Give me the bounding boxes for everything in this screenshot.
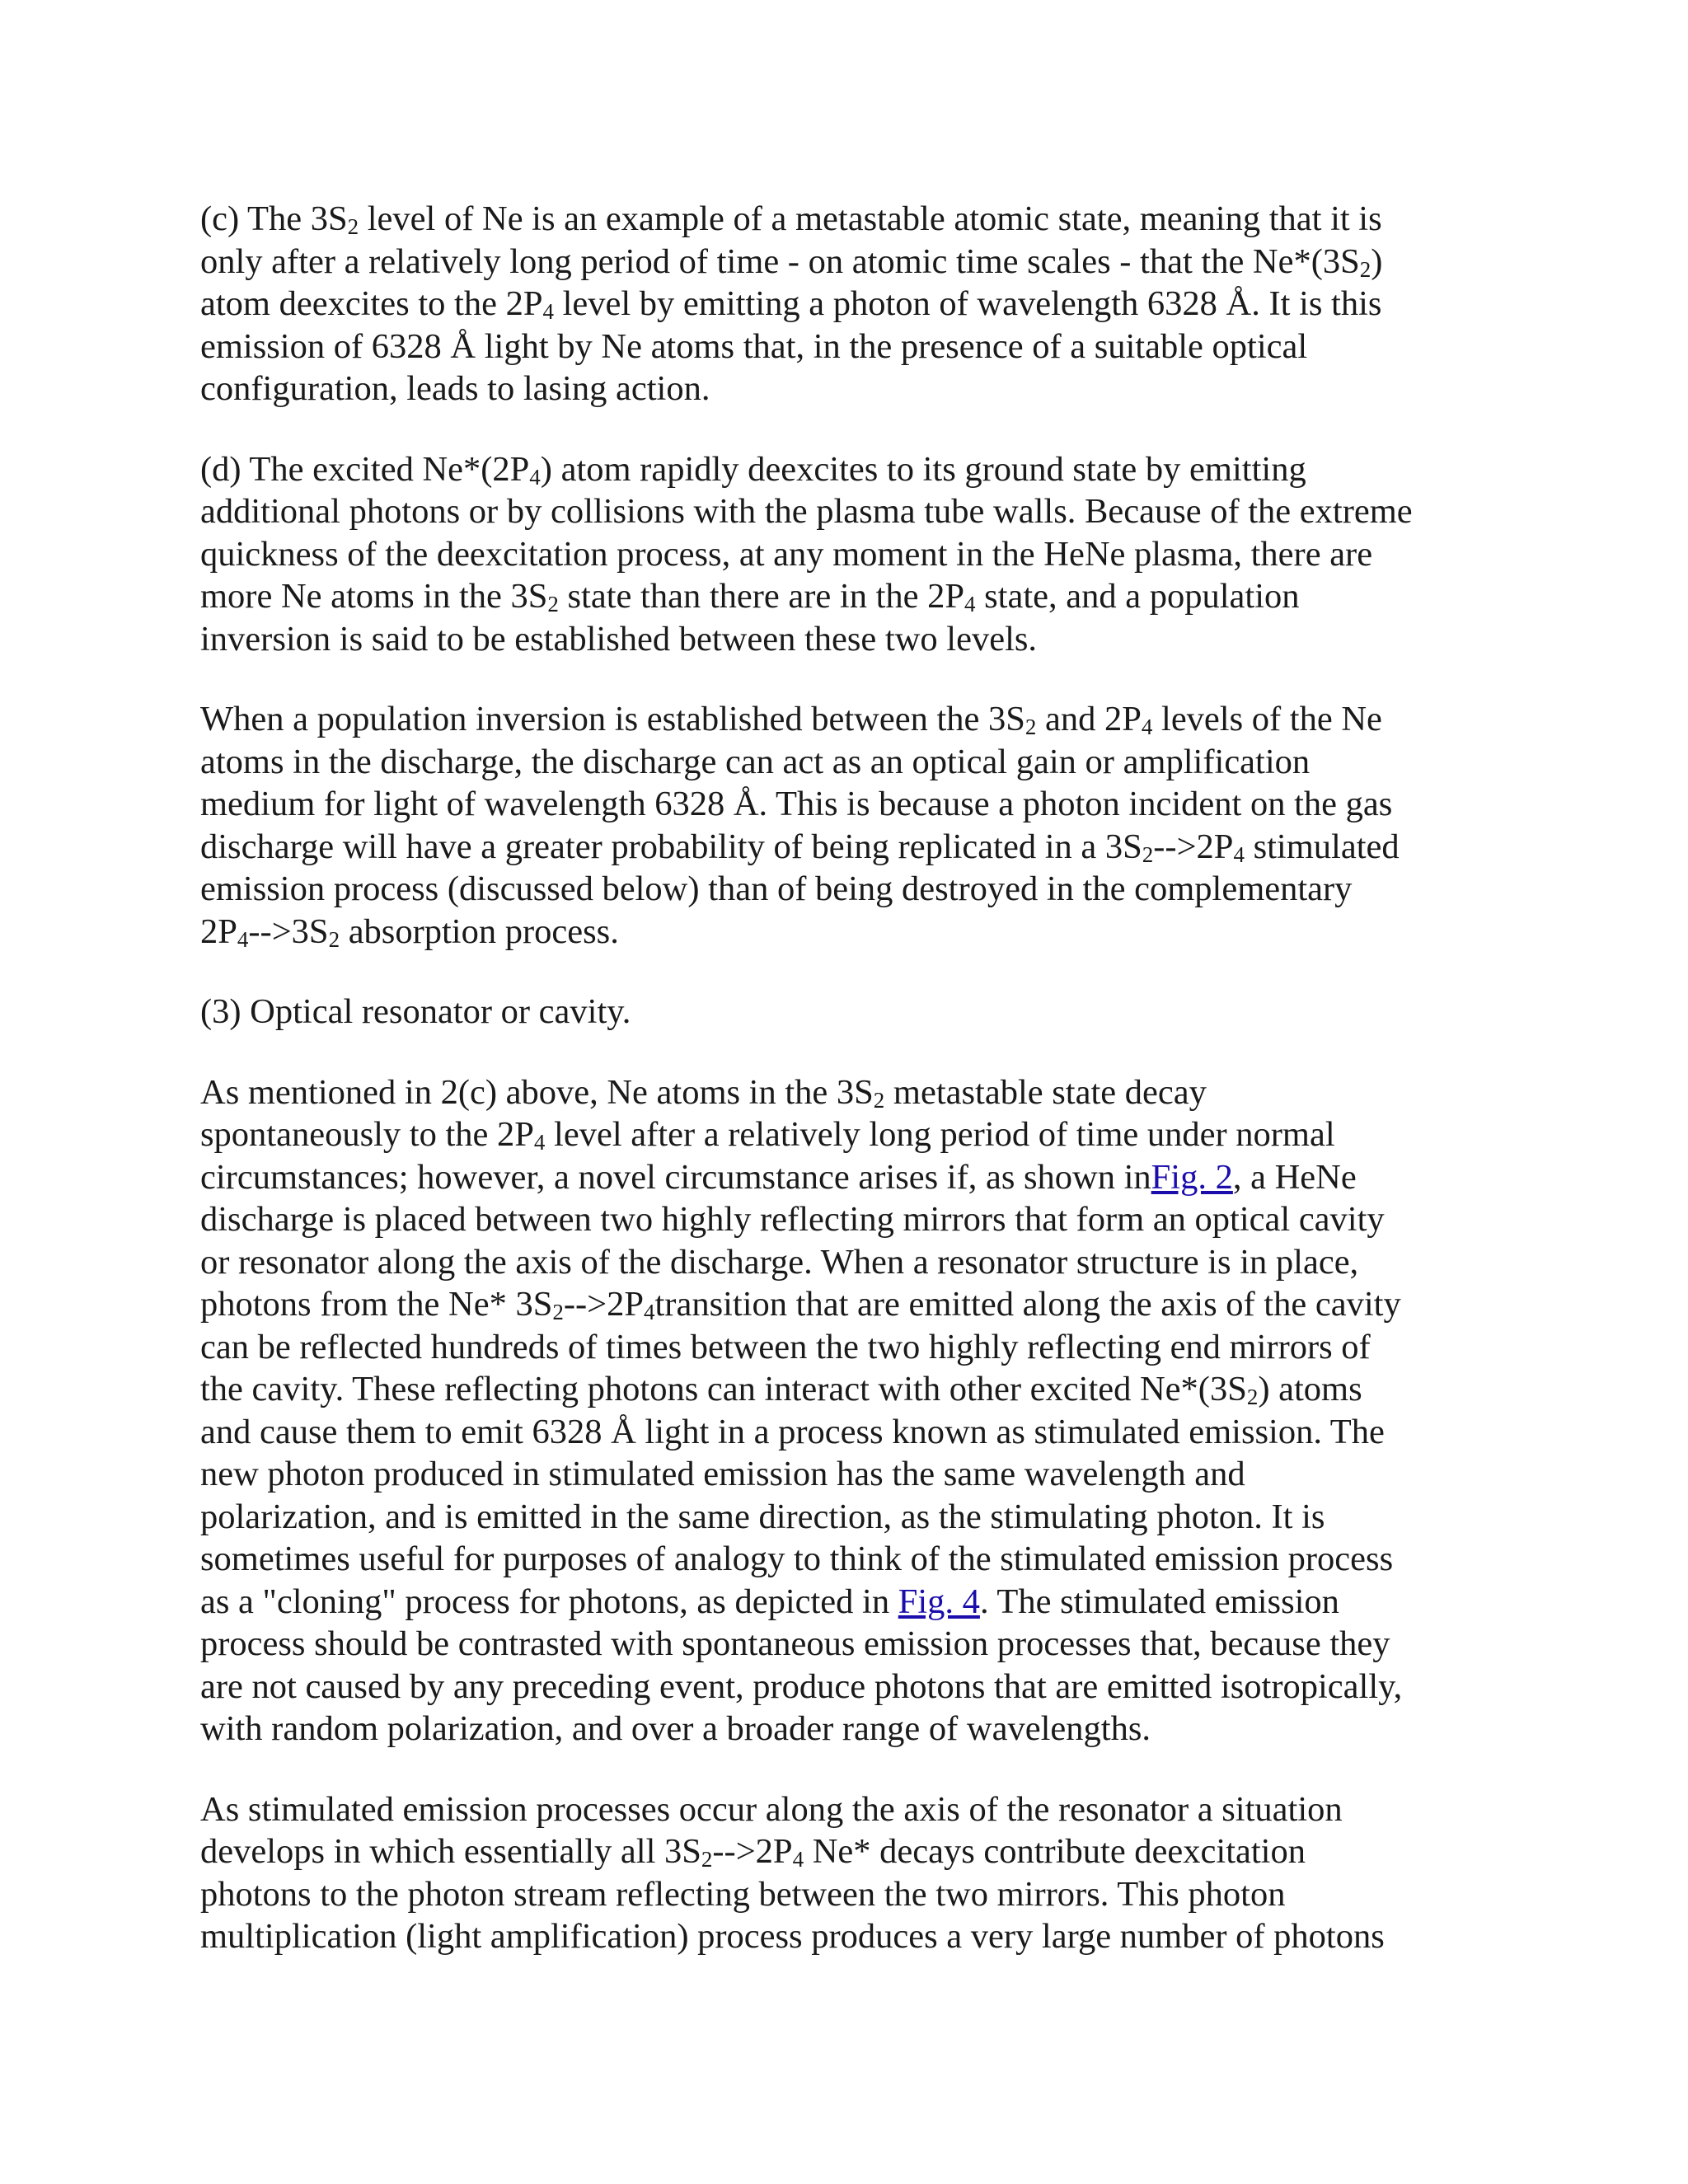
text-line: and cause them to emit 6328 Å light in a process known as stimulated emission. The (200, 1412, 1385, 1451)
subscript: 2 (552, 1300, 564, 1324)
subscript: 4 (237, 926, 249, 952)
subscript: 4 (1233, 841, 1245, 867)
text-line: spontaneously to the $2P_4$ level after a relatively long period of time under normal (200, 1115, 1335, 1155)
subscript: 2 (328, 926, 340, 952)
document-page (200, 198, 1503, 1996)
subscript: 2 (1025, 715, 1037, 739)
text-line: inversion is said to be established between these two levels. (200, 619, 1038, 658)
paragraph-p5 (200, 1071, 1503, 1750)
text-line: medium for light of wavelength 6328 Å. This is because a photon incident on the gas (200, 785, 1393, 823)
subscript: 2 (1246, 1385, 1259, 1409)
subscript: 4 (964, 592, 976, 616)
text-line: with random polarization, and over a broader range of wavelengths. (200, 1709, 1151, 1748)
text-line: emission of 6328 Å light by Ne atoms that, in the presence of a suitable optical (200, 326, 1308, 366)
text-line: process should be contrasted with spontaneous emission processes that, because they (200, 1624, 1390, 1663)
text-line: can be reflected hundreds of times between the two highly reflecting end mirrors of (200, 1327, 1371, 1366)
paragraph-p3 (200, 698, 1503, 953)
text-line: sometimes useful for purposes of analogy to think of the stimulated emission process (200, 1540, 1394, 1578)
text-line: only after a relatively long period of time - on atomic time scales - that the $Ne*(3S_2)$ (200, 241, 1383, 282)
subscript: 4 (542, 299, 554, 324)
subscript: 2 (1142, 841, 1154, 867)
text-line: develops in which essentially all $3S_2-->2P_4$ Ne* decays contribute deexcitation (200, 1832, 1306, 1872)
subscript: 2 (873, 1087, 885, 1113)
text-line: discharge will have a greater probability of being replicated in a $3S_2-->2P_4$ stimulated (200, 827, 1400, 867)
text-line: As mentioned in 2(c) above, Ne atoms in the $3S_2$ metastable state decay (200, 1072, 1207, 1113)
text-line: polarization, and is emitted in the same direction, as the stimulating photon. It is (200, 1497, 1325, 1536)
text-line: or resonator along the axis of the discharge. When a resonator structure is in place, (200, 1242, 1359, 1282)
text-line: additional photons or by collisions with the plasma tube walls. Because of the extreme (200, 492, 1413, 531)
text-line: discharge is placed between two highly reflecting mirrors that form an optical cavity (200, 1200, 1385, 1239)
text-line: $2P_4-->3S_2$ absorption process. (200, 912, 619, 952)
text-line: emission process (discussed below) than of being destroyed in the complementary (200, 869, 1353, 908)
text-line: As stimulated emission processes occur along the axis of the resonator a situation (200, 1789, 1343, 1829)
subscript: 2 (347, 214, 359, 239)
text-line: photons to the photon stream reflecting between the two mirrors. This photon (200, 1874, 1286, 1914)
text-line: configuration, leads to lasing action. (200, 369, 710, 408)
text-line: the cavity. These reflecting photons can interact with other excited $Ne*(3S_2)$ atoms (200, 1370, 1362, 1409)
text-line: (d) The excited $Ne*(2P_4)$ atom rapidly deexcites to its ground state by emitting (200, 449, 1306, 490)
paragraph-p6 (200, 1788, 1503, 1958)
text-line: more Ne atoms in the $3S_2$ state than there are in the $2P_4$ state, and a population (200, 577, 1300, 616)
paragraph-p4 (200, 991, 1503, 1033)
text-line: multiplication (light amplification) process produces a very large number of photons (200, 1917, 1385, 1956)
subscript: 2 (547, 592, 559, 616)
text-line: new photon produced in stimulated emission has the same wavelength and (200, 1455, 1245, 1493)
link-fig-2[interactable]: Fig. 2 (1151, 1157, 1233, 1197)
text-line: photons from the Ne* $3S_2-->2P_4transition$ that are emitted along the axis of the cavity (200, 1285, 1401, 1324)
subscript: 4 (533, 1130, 546, 1155)
text-line: (c) The $3S_2$ level of Ne is an example of a metastable atomic state, meaning that it is (200, 199, 1382, 239)
text-line: atom deexcites to the $2P_4$ level by emitting a photon of wavelength 6328 Å. It is this (200, 284, 1382, 324)
subscript: 4 (792, 1847, 804, 1872)
subscript: 4 (1141, 715, 1153, 739)
paragraph-p2 (200, 448, 1503, 661)
subscript: 4 (644, 1300, 655, 1324)
text-line: circumstances; however, a novel circumstance arises if, as shown inFig. 2, a HeNe (200, 1157, 1357, 1197)
text-line: are not caused by any preceding event, produce photons that are emitted isotropically, (200, 1666, 1403, 1706)
link-fig-4[interactable]: Fig. 4 (898, 1582, 980, 1621)
paragraph-p1 (200, 198, 1503, 410)
text-line: atoms in the discharge, the discharge can act as an optical gain or amplification (200, 742, 1311, 781)
text-line: quickness of the deexcitation process, at any moment in the HeNe plasma, there are (200, 534, 1373, 574)
text-line: When a population inversion is established between the $3S_2$ and $2P_4$ levels of the Ne (200, 700, 1382, 739)
subscript: 2 (701, 1847, 713, 1872)
text-line: as a "cloning" process for photons, as depicted in Fig. 4. The stimulated emission (200, 1582, 1339, 1621)
subscript: 4 (529, 464, 541, 490)
subscript: 2 (1359, 256, 1372, 282)
text-line: (3) Optical resonator or cavity. (200, 992, 631, 1031)
